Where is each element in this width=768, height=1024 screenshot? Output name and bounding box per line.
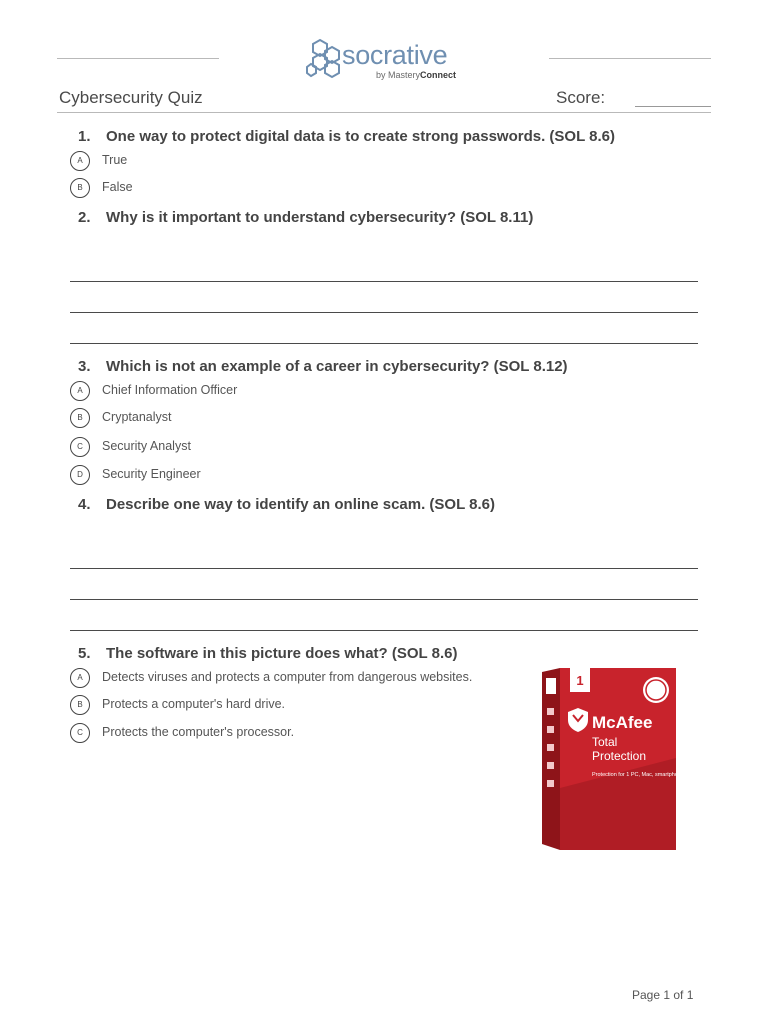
answer-bubble[interactable]: C: [70, 437, 90, 457]
product-tagline: Protection for 1 PC, Mac, smartphone or tablet: [592, 772, 706, 778]
logo-wordmark: socrative: [342, 40, 448, 70]
answer-line[interactable]: [70, 312, 698, 313]
question-2: 2. Why is it important to understand cybersecurity? (SOL 8.11): [78, 209, 534, 226]
answer-bubble[interactable]: A: [70, 668, 90, 688]
answer-bubble[interactable]: C: [70, 723, 90, 743]
device-count: 1: [576, 673, 584, 688]
option-label: Cryptanalyst: [102, 410, 172, 424]
question-3: 3. Which is not an example of a career in cybersecurity? (SOL 8.12): [78, 358, 568, 375]
product-line-1: Total: [592, 735, 618, 749]
header-divider: [57, 112, 711, 113]
answer-bubble[interactable]: B: [70, 178, 90, 198]
mcafee-brand: McAfee: [592, 713, 653, 732]
score-line: [635, 106, 711, 107]
option-label: Security Engineer: [102, 467, 201, 481]
question-1: 1. One way to protect digital data is to create strong passwords. (SOL 8.6): [78, 128, 616, 145]
header-rule-left: [57, 58, 219, 59]
answer-line[interactable]: [70, 630, 698, 631]
option-label: Chief Information Officer: [102, 383, 238, 397]
question-5: 5. The software in this picture does what? (SOL 8.6): [78, 645, 458, 662]
answer-bubble[interactable]: B: [70, 408, 90, 428]
answer-line[interactable]: [70, 568, 698, 569]
option-label: Detects viruses and protects a computer from dangerous websites.: [102, 670, 473, 684]
quiz-title: Cybersecurity Quiz: [59, 88, 203, 107]
answer-bubble[interactable]: A: [70, 151, 90, 171]
page-number: Page 1 of 1: [632, 988, 694, 1002]
answer-line[interactable]: [70, 343, 698, 344]
option-label: Protects a computer's hard drive.: [102, 697, 286, 711]
question-4: 4. Describe one way to identify an online scam. (SOL 8.6): [78, 496, 495, 513]
option-label: False: [102, 180, 133, 194]
hexagon-logo-icon: [306, 38, 342, 78]
socrative-logo: [306, 36, 466, 84]
answer-bubble[interactable]: D: [70, 465, 90, 485]
option-label: True: [102, 153, 128, 167]
answer-bubble[interactable]: A: [70, 381, 90, 401]
header-rule-right: [549, 58, 711, 59]
score-label: Score:: [556, 88, 606, 107]
answer-line[interactable]: [70, 281, 698, 282]
option-label: Protects the computer's processor.: [102, 725, 295, 739]
answer-bubble[interactable]: B: [70, 695, 90, 715]
logo-byline: by MasteryConnect: [376, 70, 457, 80]
answer-line[interactable]: [70, 599, 698, 600]
option-label: Security Analyst: [102, 439, 191, 453]
mcafee-product-box-image: [542, 668, 706, 850]
product-line-2: Protection: [592, 749, 647, 763]
